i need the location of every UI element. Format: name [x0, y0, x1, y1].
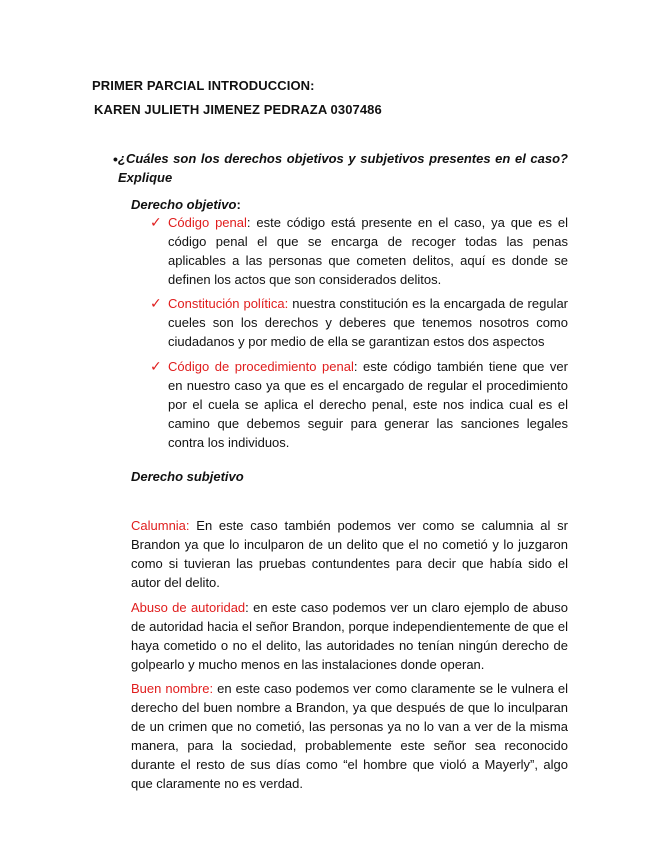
paragraph-term: Calumnia:: [131, 518, 190, 533]
list-item: [150, 294, 568, 351]
paragraph-body: : en este caso podemos ver un claro ejemplo de abuso de autoridad hacia el señor Brandon, porque independientemente de que el haya cometido o no el delito, las autoridades no tenían ningún derecho de golpearlo y mucho menos en las instalaciones donde operan.: [131, 600, 568, 672]
subjective-heading: Derecho subjetivo: [131, 469, 244, 484]
checkmark-icon: ✓: [150, 295, 162, 311]
objective-heading-colon: :: [236, 197, 241, 212]
question-text: ¿Cuáles son los derechos objetivos y subjetivos presentes en el caso? Explique: [118, 151, 568, 185]
list-item-text: [168, 213, 568, 289]
paragraph-body: en este caso podemos ver como claramente se le vulnera el derecho del buen nombre a Brandon, ya que después de que lo inculparan de un crimen que no cometió, las personas ya no lo van a ver de la misma manera, para la sociedad, probablemente este señor sea reconocido durante el resto de sus días como “el hombre que violó a Mayerly”, algo que claramente no es verdad.: [131, 681, 568, 791]
document-title: PRIMER PARCIAL INTRODUCCION:: [92, 78, 315, 93]
objective-heading-label: Derecho objetivo: [131, 197, 237, 212]
list-item-term: Código de procedimiento penal: [168, 359, 354, 374]
list-item-term: Código penal: [168, 215, 247, 230]
checkmark-icon: ✓: [150, 214, 162, 230]
paragraph: [131, 598, 568, 674]
list-item-body: : este código también tiene que ver en nuestro caso ya que es el encargado de regular el procedimiento por el cuela se aplica el derecho penal, este nos indica cual es el camino que debemos seguir para generar las sanciones legales contra los individuos.: [168, 359, 568, 450]
checkmark-icon: ✓: [150, 358, 162, 374]
list-item-text: [168, 294, 568, 351]
list-item: [150, 213, 568, 289]
objective-heading: [131, 195, 241, 214]
list-item: [150, 357, 568, 452]
author-line: KAREN JULIETH JIMENEZ PEDRAZA 0307486: [94, 102, 382, 117]
list-item-body: nuestra constitución es la encargada de regular cueles son los derechos y deberes que tenemos nosotros como ciudadanos y por medio de ella se garantizan estos dos aspectos: [168, 296, 569, 349]
paragraph-term: Buen nombre:: [131, 681, 214, 696]
list-item-body: : este código está presente en el caso, ya que es el código penal el que se encarga de recoger todas las penas aplicables a las personas que cometen delitos, aquí es donde se definen los actos que son considerados delitos.: [168, 215, 568, 287]
list-item-term: Constitución política:: [168, 296, 289, 311]
bullet-icon: •: [113, 151, 118, 167]
paragraph: [131, 516, 568, 592]
paragraph-body: En este caso también podemos ver como se calumnia al sr Brandon ya que lo inculparon de un delito que el no cometió y lo juzgaron como si tuvieran las pruebas contundentes para decir que había sido el autor del delito.: [131, 518, 568, 590]
paragraph: [131, 679, 568, 793]
paragraph-term: Abuso de autoridad: [131, 600, 246, 615]
list-item-text: [168, 357, 568, 452]
